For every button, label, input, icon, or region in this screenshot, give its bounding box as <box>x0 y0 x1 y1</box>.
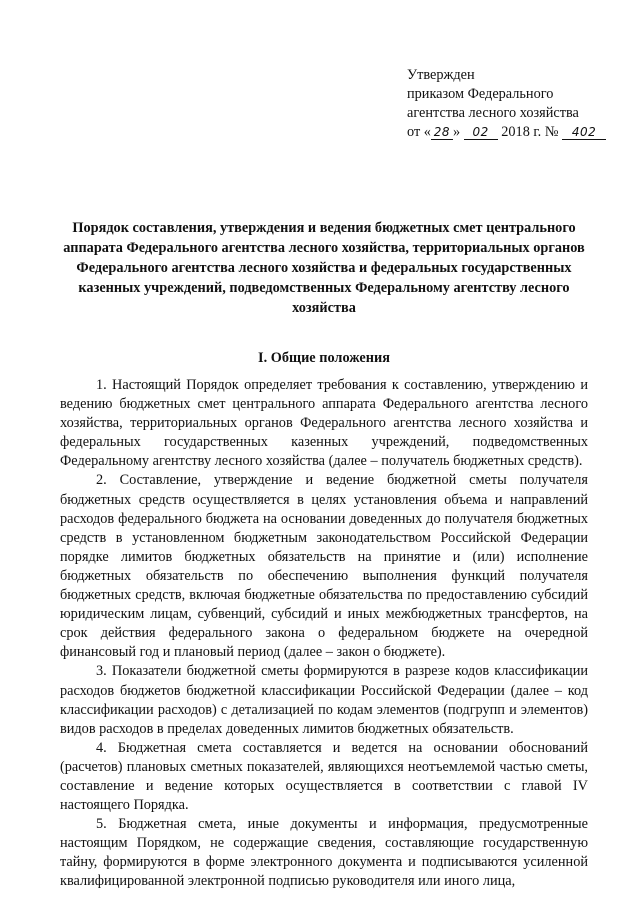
date-month: 02 <box>464 125 498 140</box>
date-prefix: от « <box>407 124 431 140</box>
paragraph: 2. Составление, утверждение и ведение бюджетной сметы получателя бюджетных средств осуществляется в целях установления объема и направлений расходов федерального бюджета на основании доведенных до получателя бюджетных средств в установленном бюджетным законодательством Российской Федерации порядке лимитов бюджетных обязательств на принятие и (или) исполнение бюджетных обязательств по обеспечению выполнения функций получателя бюджетных средств, включая бюджетные обязательства по предоставлению субсидий юридическим лицам, субвенций, субсидий и иных межбюджетных трансфертов, на срок действия федерального закона о федеральном бюджете на очередной финансовый год и плановый период (далее – закон о бюджете). <box>60 472 588 661</box>
paragraph: 5. Бюджетная смета, иные документы и информация, предусмотренные настоящим Порядком, не содержащие сведения, составляющие государственную тайну, формируются в форме электронного документа и подписываются усиленной квалифицированной электронной подписью руководителя или иного лица, <box>60 816 588 890</box>
order-number: 402 <box>562 125 606 140</box>
date-day: 28 <box>431 125 453 140</box>
paragraph: 1. Настоящий Порядок определяет требования к составлению, утверждению и ведению бюджетных смет центрального аппарата Федерального агентства лесного хозяйства, территориальных органов Федерального агентства лесного хозяйства и федеральных государственных казенных учреждений, подведомственных Федеральному агентству лесного хозяйства (далее – получатель бюджетных средств). <box>60 377 588 470</box>
document-body <box>60 376 588 892</box>
approval-block <box>407 66 632 142</box>
date-year: 2018 г. № <box>501 124 559 140</box>
paragraph: 3. Показатели бюджетной сметы формируются в разрезе кодов классификации расходов бюджетов бюджетной классификации Российской Федерации (далее – код классификации расходов) с детализацией по кодам элементов (подгрупп и элементов) видов расходов в пределах доведенных лимитов бюджетных обязательств. <box>60 663 588 737</box>
date-mid: » <box>452 124 461 140</box>
approval-line-2: приказом Федерального <box>407 86 554 102</box>
approval-line-1: Утвержден <box>407 67 475 83</box>
approval-date-line <box>407 123 632 142</box>
section-heading: I. Общие положения <box>258 350 390 366</box>
document-title: Порядок составления, утверждения и ведения бюджетных смет центрального аппарата Федерального агентства лесного хозяйства, территориальных органов Федерального агентства лесного хозяйства и федеральных государственных казенных учреждений, подведомственных Федеральному агентству лесного хозяйства <box>63 220 585 316</box>
approval-line-3: агентства лесного хозяйства <box>407 105 579 121</box>
paragraph: 4. Бюджетная смета составляется и ведется на основании обоснований (расчетов) плановых сметных показателей, являющихся неотъемлемой частью сметы, составление и ведение которых осуществляется в соответствии с главой IV настоящего Порядка. <box>60 739 588 814</box>
